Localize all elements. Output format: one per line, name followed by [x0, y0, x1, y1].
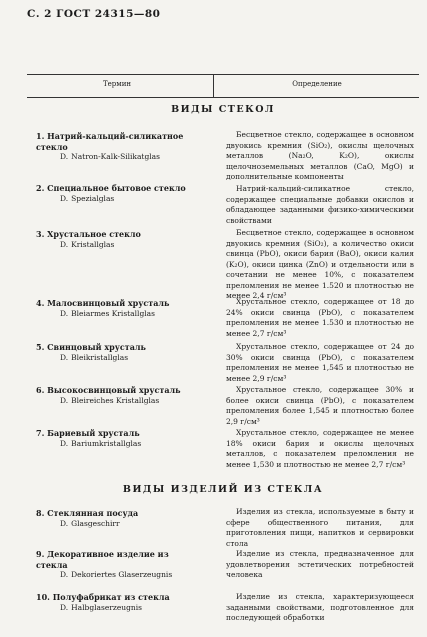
term-name: 10. Полуфабрикат из стекла	[36, 592, 170, 602]
term-german: D. Halbglaserzeugnis	[60, 602, 142, 612]
definition-text: Хрустальное стекло, содержащее не менее 18% окиси бария и окислы щелочных металлов, с показателем преломления не менее 1,530 и плотностью не менее 2,7 г/см³	[226, 428, 414, 469]
column-divider	[213, 75, 214, 97]
term-name: 8. Стеклянная посуда	[36, 508, 139, 518]
definition-text: Хрустальное стекло, содержащее 30% и более окиси свинца (PbO), с показателем преломления более 1,545 и плотностью более 2,9 г/см³	[226, 385, 414, 426]
term-german: D. Dekoriertes Glaserzeugnis	[60, 570, 173, 579]
term-german: D. Glasgeschirr	[60, 518, 120, 528]
term-name: 5. Свинцовый хрусталь	[36, 342, 146, 352]
term-entry	[36, 592, 201, 613]
term-name: 1. Натрий-кальций-силикатное стекло	[36, 131, 184, 152]
term-german: D. Bleikristallglas	[60, 352, 129, 362]
term-entry	[36, 342, 201, 363]
term-german: D. Spezialglas	[60, 193, 115, 203]
term-entry	[36, 183, 201, 204]
term-german: D. Natron-Kalk-Silikatglas	[60, 152, 160, 161]
term-entry	[36, 508, 201, 529]
definition-text: Изделие из стекла, характеризующееся заданными свойствами, подготовленное для последующей обработки	[226, 592, 414, 622]
definition-text: Хрустальное стекло, содержащее от 24 до 30% окиси свинца (PbO), с показателем преломления не менее 1,545 и плотностью не менее 2,9 г/см³	[226, 342, 414, 383]
term-column-header: Термин	[102, 80, 132, 88]
term-entry	[36, 385, 201, 406]
term-entry	[36, 229, 201, 250]
term-name: 6. Высокосвинцовый хрусталь	[36, 385, 181, 395]
definition-text: Хрустальное стекло, содержащее от 18 до 24% окиси свинца (PbO), с показателем преломления не менее 1.530 и плотностью не менее 2,7 г/см³	[226, 297, 414, 338]
term-entry	[36, 298, 201, 319]
term-name: 2. Специальное бытовое стекло	[36, 183, 186, 193]
term-name: 9. Декоративное изделие из стекла	[36, 549, 169, 570]
table-header	[27, 74, 419, 98]
definition-text: Бесцветное стекло, содержащее в основном двуокись кремния (SiO₂), а количество окиси свинца (PbO), окиси бария (BaO), окиси калия (K₂O), окиси цинка (ZnO) и отдельности или в сочетании не менее 10%, с показателем преломления не менее 1.520 и плотностью не менее 2,4 г/см³	[226, 228, 414, 300]
term-german: D. Bleiarmes Kristallglas	[60, 308, 155, 318]
term-german: D. Bleireiches Kristallglas	[60, 395, 160, 405]
definition-text: Бесцветное стекло, содержащее в основном двуокись кремния (SiO₂), окислы щелочных металлов (Na₂O, K₂O), окислы щелочноземельных металлов (CaO, MgO) и дополнительные компоненты	[226, 130, 414, 181]
term-name: 3. Хрустальное стекло	[36, 229, 141, 239]
term-german: D. Bariumkristallglas	[60, 438, 142, 448]
definition-column-header: Определение	[292, 80, 342, 88]
definition-text: Натрий-кальций-силикатное стекло, содержащее специальные добавки окислов и обладающее заданными физико-химическими свойствами	[226, 184, 414, 225]
definition-text: Изделия из стекла, используемые в быту и сфере общественного питания, для приготовления пищи, напитков и сервировки стола	[226, 507, 414, 548]
definition-text: Изделие из стекла, предназначенное для удовлетворения эстетических потребностей человека	[226, 549, 414, 579]
term-entry	[36, 549, 201, 581]
term-entry	[36, 428, 201, 449]
term-german: D. Kristallglas	[60, 239, 115, 249]
term-name: 7. Бариевый хрусталь	[36, 428, 140, 438]
section-title-product-types: ВИДЫ ИЗДЕЛИЙ ИЗ СТЕКЛА	[122, 484, 324, 495]
page-header: С. 2 ГОСТ 24315—80	[27, 8, 161, 20]
term-entry	[36, 131, 201, 163]
term-name: 4. Малосвинцовый хрусталь	[36, 298, 170, 308]
section-title-glass-types: ВИДЫ СТЕКОЛ	[171, 104, 275, 115]
